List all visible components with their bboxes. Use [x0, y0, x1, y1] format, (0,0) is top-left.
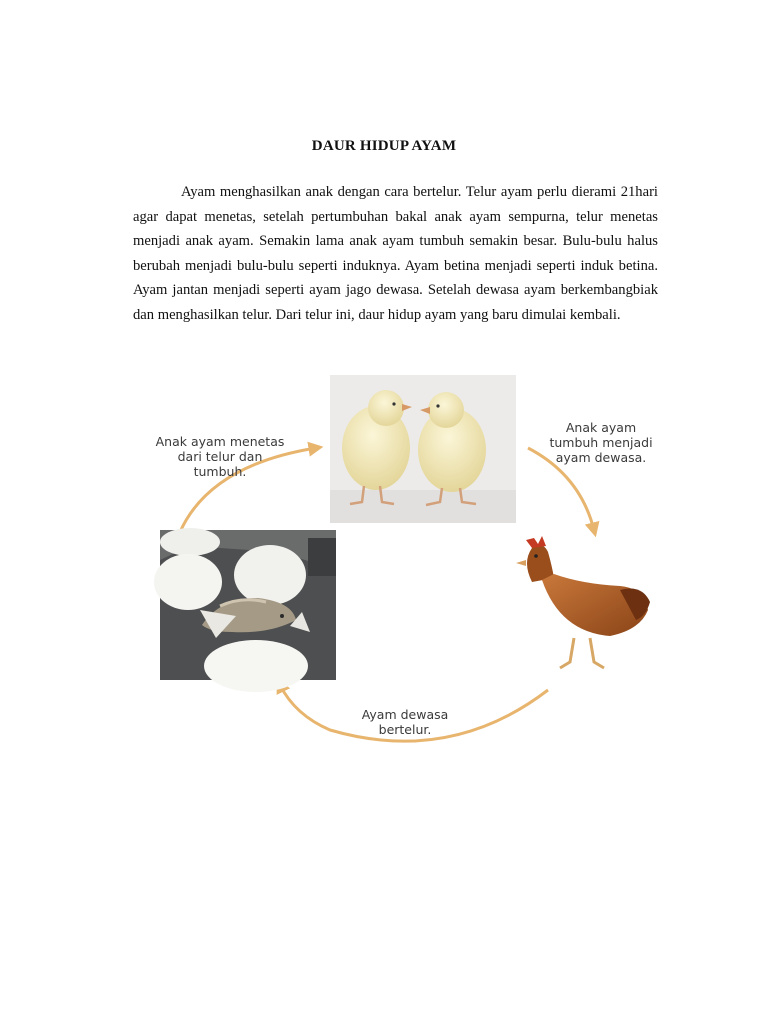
- label-lay-eggs: Ayam dewasa bertelur.: [361, 707, 449, 737]
- life-cycle-diagram: [150, 370, 670, 755]
- body-paragraph: Ayam menghasilkan anak dengan cara bertelur. Telur ayam perlu dierami 21hari agar dapat menetas, setelah pertumbuhan bakal anak ayam sempurna, telur menetas menjadi anak ayam. Semakin lama anak ayam tumbuh semakin besar. Bulu-bulu halus berubah menjadi bulu-bulu seperti induknya. Ayam betina menjadi seperti induk betina. Ayam jantan menjadi seperti ayam jago dewasa. Setelah dewasa ayam berkembangbiak dan menghasilkan telur. Dari telur ini, daur hidup ayam yang baru dimulai kembali.: [133, 184, 658, 323]
- label-hatch: Anak ayam menetas dari telur dan tumbuh.: [155, 434, 285, 479]
- hatching-eggs-photo: [154, 528, 336, 692]
- label-grow: Anak ayam tumbuh menjadi ayam dewasa.: [549, 420, 653, 465]
- hen-photo: [508, 536, 660, 678]
- page-title: DAUR HIDUP AYAM: [311, 138, 457, 154]
- chicks-photo: [330, 375, 516, 523]
